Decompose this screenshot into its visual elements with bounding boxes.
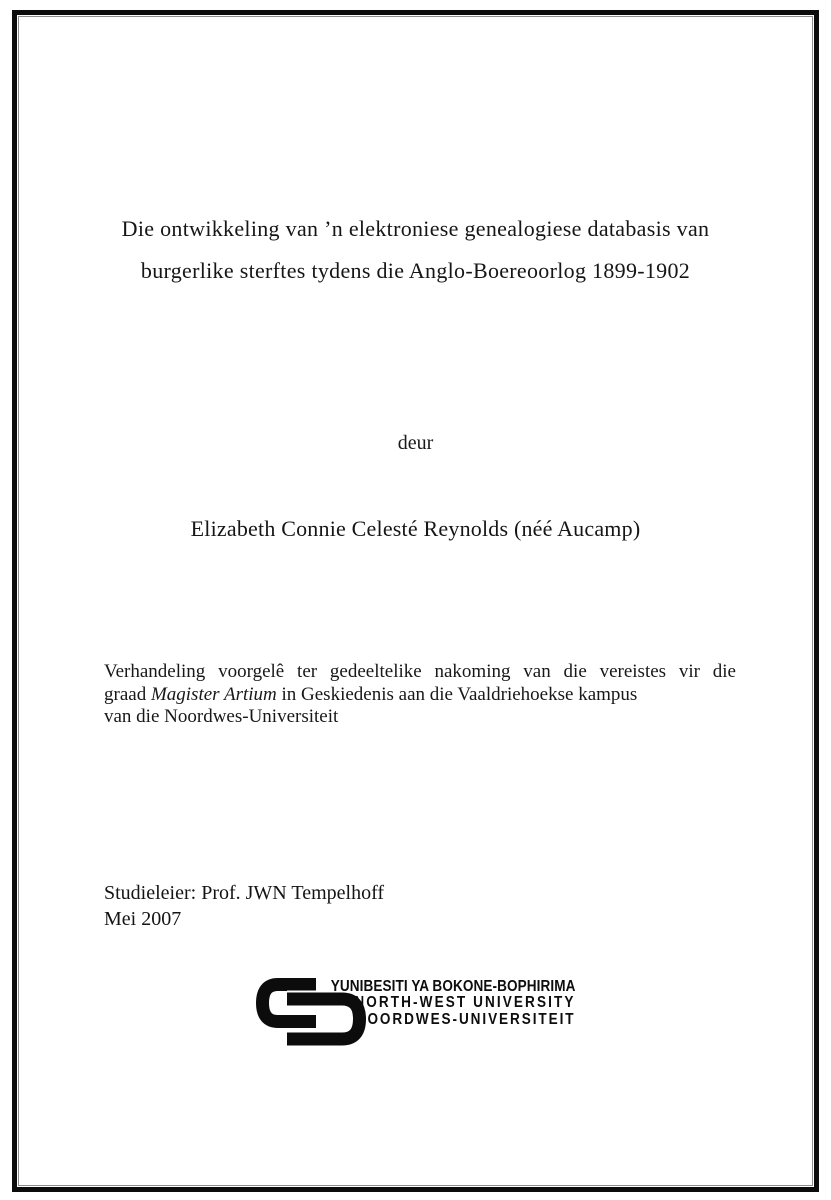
nwu-logo-line2: NORTH-WEST UNIVERSITY xyxy=(354,994,576,1012)
author-name: Elizabeth Connie Celesté Reynolds (néé Aucamp) xyxy=(190,516,641,541)
degree-statement-line2-post: in Geskiedenis aan die Vaaldriehoekse kampus xyxy=(276,683,638,705)
thesis-title-line1: Die ontwikkeling van ’n elektroniese genealogiese databasis van xyxy=(121,216,710,241)
thesis-title xyxy=(70,208,761,292)
degree-statement-line3: van die Noordwes-Universiteit xyxy=(104,706,339,727)
supervisor-line: Studieleier: Prof. JWN Tempelhoff xyxy=(104,882,385,904)
nwu-logo-line1: YUNIBESITI YA BOKONE-BOPHIRIMA xyxy=(330,978,576,995)
degree-statement xyxy=(104,661,736,729)
degree-statement-line2-pre: graad xyxy=(104,683,151,705)
degree-name-italic: Magister Artium xyxy=(150,683,277,705)
nwu-logo-wordmark xyxy=(320,979,576,1028)
degree-statement-line2 xyxy=(104,684,736,707)
date-line: Mei 2007 xyxy=(104,908,182,930)
supervisor-and-date xyxy=(104,880,384,932)
north-west-university-logo xyxy=(256,978,586,1058)
degree-statement-line1: Verhandeling voorgelê ter gedeeltelike nakoming van die vereistes vir die xyxy=(104,661,736,682)
thesis-title-line2: burgerlike sterftes tydens die Anglo-Boereoorlog 1899-1902 xyxy=(140,258,691,283)
nwu-logo-line3: NOORDWES-UNIVERSITEIT xyxy=(355,1010,576,1028)
byline-label: deur xyxy=(397,432,434,454)
